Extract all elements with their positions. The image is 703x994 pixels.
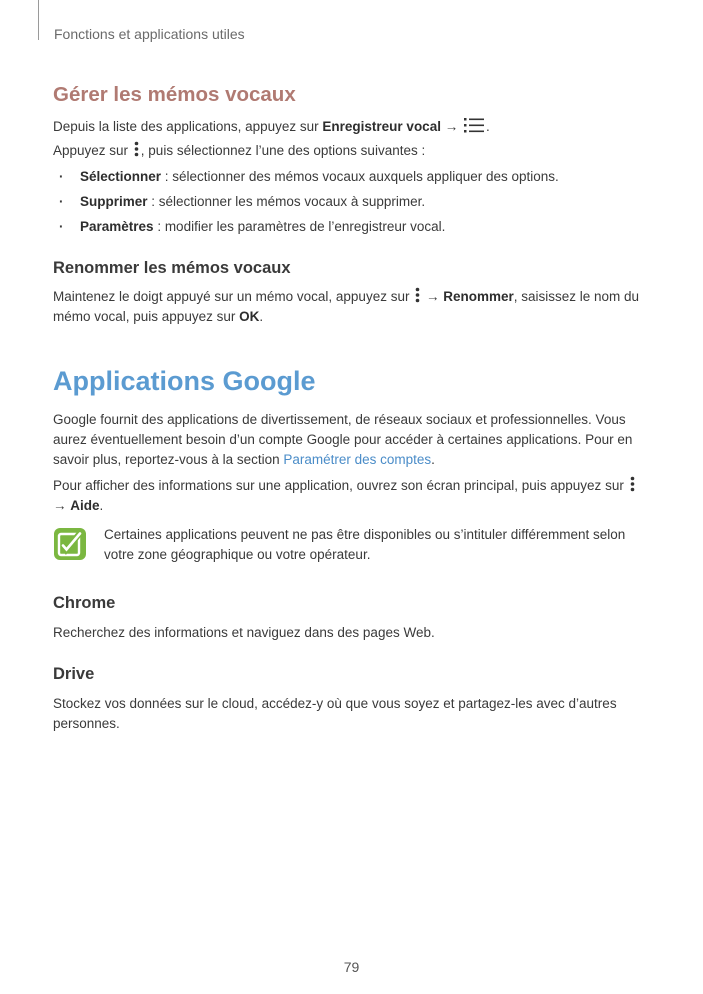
option-term: Sélectionner <box>80 169 162 184</box>
section-title-google: Applications Google <box>53 366 316 396</box>
page-header: Fonctions et applications utiles <box>54 26 245 42</box>
option-term: Supprimer <box>80 194 148 209</box>
arrow: → <box>422 289 444 304</box>
header-rule <box>38 0 39 40</box>
settings-accounts-link[interactable]: Paramétrer des comptes <box>283 452 432 467</box>
ok-label: OK <box>239 309 260 324</box>
rename-instructions <box>53 287 643 327</box>
list-menu-icon <box>464 116 484 134</box>
list-item <box>53 217 643 237</box>
google-help-end: . <box>99 498 104 513</box>
memo-line2-text: Appuyez sur <box>53 143 132 158</box>
memo-options-list <box>53 167 643 242</box>
more-options-icon <box>415 287 420 303</box>
memo-instruction-1 <box>53 116 643 137</box>
page-number: 79 <box>343 959 360 975</box>
google-help <box>53 476 643 516</box>
rename-text-end: . <box>259 309 264 324</box>
section-title-drive: Drive <box>53 665 95 683</box>
more-options-icon <box>134 141 139 157</box>
option-desc: : sélectionner des mémos vocaux auxquels appliquer des options. <box>161 169 559 184</box>
memo-instruction-2 <box>53 141 643 161</box>
rename-text: Maintenez le doigt appuyé sur un mémo vocal, appuyez sur <box>53 289 414 304</box>
help-label: Aide <box>70 498 100 513</box>
rename-label: Renommer <box>443 289 514 304</box>
arrow: → <box>53 498 71 513</box>
list-item <box>53 192 643 212</box>
google-intro-text: Google fournit des applications de divertissement, de réseaux sociaux et professionnelles. Vous aurez éventuellement besoin d’un compte Google pour accéder à certaines applications. Pour en savoir plus, reportez-vous à la section <box>53 412 633 467</box>
google-help-text: Pour afficher des informations sur une application, ouvrez son écran principal, puis appuyez sur <box>53 478 628 493</box>
note-text: Certaines applications peuvent ne pas être disponibles ou s’intituler différemment selon votre zone géographique ou votre opérateur. <box>104 527 626 562</box>
memo-line1-end: . <box>485 119 490 134</box>
arrow: → <box>440 119 462 134</box>
section-title-rename: Renommer les mémos vocaux <box>53 259 291 277</box>
more-options-icon <box>630 476 635 492</box>
section-title-chrome: Chrome <box>53 594 116 612</box>
option-term: Paramètres <box>80 219 154 234</box>
chrome-description: Recherchez des informations et naviguez dans des pages Web. <box>53 625 435 640</box>
voice-recorder-label: Enregistreur vocal <box>322 119 441 134</box>
section-title-memos: Gérer les mémos vocaux <box>53 83 296 106</box>
rename-text-mid: , saisissez le nom du mémo vocal, puis appuyez sur <box>53 289 640 324</box>
note-icon <box>53 527 87 561</box>
memo-line2-end: , puis sélectionnez l’une des options suivantes : <box>140 143 426 158</box>
memo-line1-text: Depuis la liste des applications, appuyez sur <box>53 119 323 134</box>
drive-description: Stockez vos données sur le cloud, accédez-y où que vous soyez et partagez-les avec d’autres personnes. <box>53 696 617 731</box>
google-intro <box>53 410 643 470</box>
option-desc: : sélectionner les mémos vocaux à supprimer. <box>147 194 426 209</box>
google-intro-end: . <box>431 452 435 467</box>
option-desc: : modifier les paramètres de l’enregistreur vocal. <box>153 219 446 234</box>
list-item <box>53 167 643 187</box>
